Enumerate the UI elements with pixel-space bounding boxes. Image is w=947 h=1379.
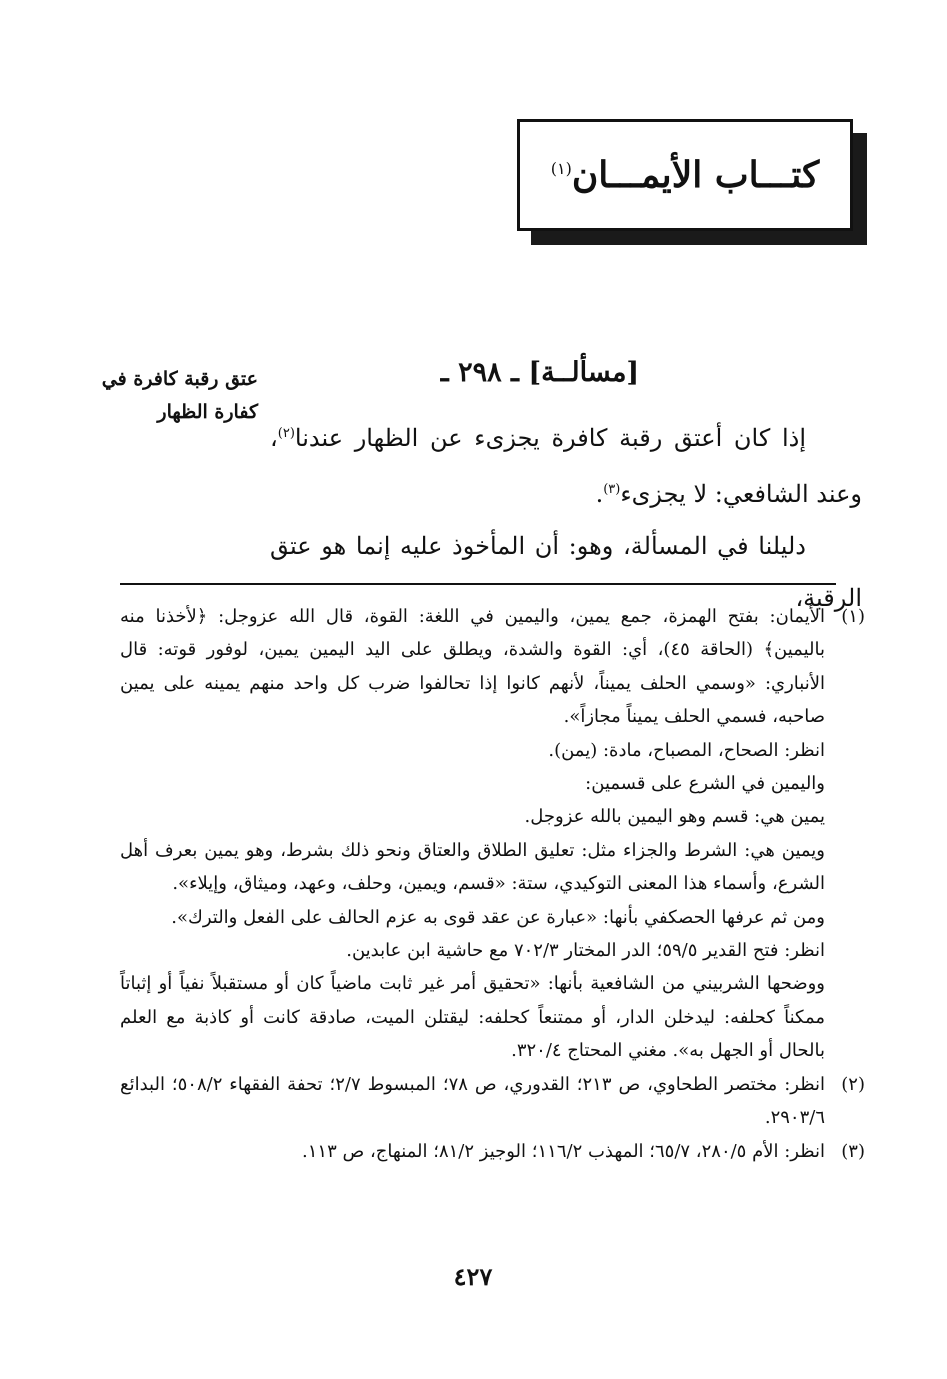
body-text-span: . <box>595 480 604 508</box>
footnote-separator <box>120 583 836 585</box>
footnote-ref: (٢) <box>277 426 295 441</box>
body-paragraph: دليلنا في المسألة، وهو: أن المأخوذ عليه إنما هو عتق الرقبة، <box>270 532 862 612</box>
footnote-line: يمين هي: قسم وهو اليمين بالله عزوجل. <box>524 806 825 828</box>
footnote-number: (٢) <box>841 1073 865 1095</box>
footnote-line: انظر: فتح القدير ٥٩/٥؛ الدر المختار ٧٠٢/٣ مع حاشية ابن عابدين. <box>346 940 825 962</box>
footnote <box>120 600 865 1068</box>
footnote-line: ومن ثم عرفها الحصكفي بأنها: «عبارة عن عقد قوى به عزم الحالف على الفعل والترك». <box>171 906 825 928</box>
footnote-line: واليمين في الشرع على قسمين: <box>585 773 825 795</box>
footnote-number: (١) <box>841 606 865 627</box>
footnote-number: (٣) <box>841 1140 865 1162</box>
margin-note-line: كفارة الظهار <box>157 401 258 423</box>
footnote-ref: (٣) <box>603 482 621 497</box>
margin-note-line: عتق رقبة كافرة في <box>101 368 258 390</box>
book-title-footnote-ref: (١) <box>550 159 572 178</box>
body-text-span: ، وعند الشافعي: لا يجزىء <box>270 424 862 508</box>
footnote-line: انظر: الصحاح، المصباح، مادة: (يمن). <box>548 739 825 761</box>
footnote-line: انظر: مختصر الطحاوي، ص ٢١٣؛ القدوري، ص ٧٨؛ المبسوط ٢/٧؛ تحفة الفقهاء ٥٠٨/٢؛ البدائع ٢٩٠٣/٦. <box>120 1073 825 1129</box>
book-title-box <box>517 119 853 231</box>
body-paragraph <box>270 408 862 520</box>
body-text <box>270 408 862 624</box>
footnote <box>120 1068 865 1135</box>
footnote-line: الأيمان: بفتح الهمزة، جمع يمين، واليمين في اللغة: القوة، قال الله عزوجل: ﴿لأخذنا منه باليمين﴾ (الحاقة ٤٥)، أي: القوة والشدة، ويطلق على اليد اليمين يمين، لوفور قوته: قال الأنباري: «وسمي الحلف يميناً، لأنهم كانوا إذا تحالفوا ضرب كل واحد منهم يمينه على يمين صاحبه، فسمي الحلف يميناً مجازاً». <box>120 606 825 728</box>
footnote-content <box>120 600 825 1068</box>
footnote-line: انظر: الأم ٢٨٠/٥، ٦٥/٧؛ المهذب ١١٦/٢؛ الوجيز ٨١/٢؛ المنهاج، ص ١١٣. <box>302 1140 825 1162</box>
footnote-content <box>120 1135 825 1168</box>
footnote-line: ويمين هي: الشرط والجزاء مثل: تعليق الطلاق والعتاق ونحو ذلك بشرط، وهو يمين بعرف أهل الشرع، وأسماء هذا المعنى التوكيدي، ستة: «قسم، ويمين، وحلف، وعهد، وميثاق، وإيلاء». <box>120 839 825 895</box>
body-text-span: إذا كان أعتق رقبة كافرة يجزىء عن الظهار عندنا <box>294 424 806 452</box>
footnote <box>120 1135 865 1168</box>
margin-note <box>96 363 258 429</box>
footnote-content <box>120 1068 825 1135</box>
footnote-line: ووضحها الشربيني من الشافعية بأنها: «تحقيق أمر غير ثابت ماضياً كان أو مستقبلاً نفياً أو إثباتاً ممكناً كحلفه: ليدخلن الدار، أو ممتنعاً كحلفه: ليقتلن الميت، صادقة كانت أو كاذبة مع العلم بالحال أو الجهل به». مغني المحتاج ٣٢٠/٤. <box>120 973 825 1062</box>
page-number: ٤٢٧ <box>453 1262 493 1291</box>
footnotes <box>120 600 865 1168</box>
book-title-text: كتـــاب الأيمـــان <box>571 154 820 196</box>
mas-ala-heading: [مسألــة] ـ ٢٩٨ ـ <box>440 357 640 388</box>
book-title <box>551 154 820 196</box>
